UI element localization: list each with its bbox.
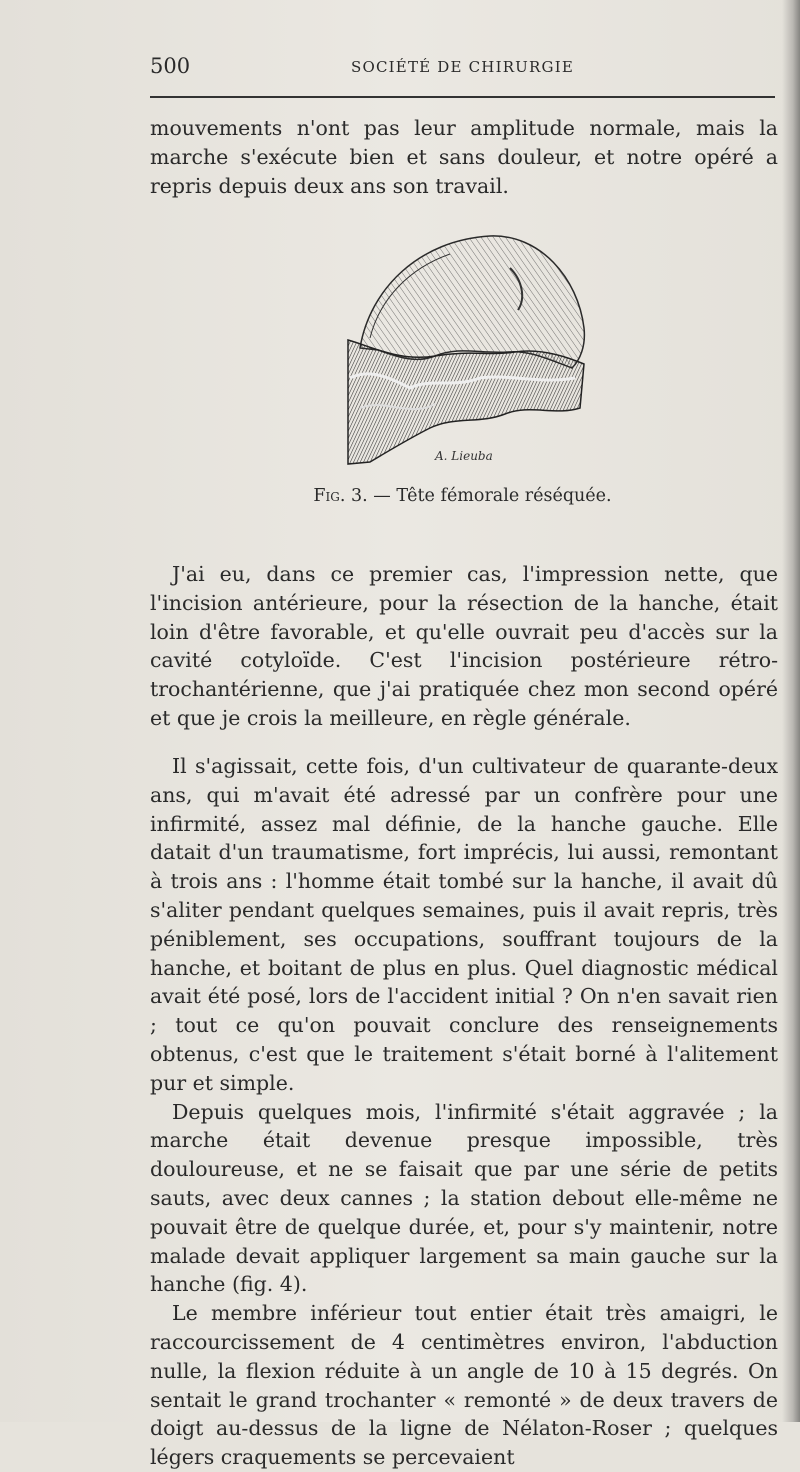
body-text xyxy=(150,560,778,733)
header-rule xyxy=(150,96,775,98)
running-header xyxy=(150,54,775,82)
body-text-continued xyxy=(150,752,778,1472)
femoral-head-illustration xyxy=(340,228,592,474)
figure-femoral-head xyxy=(340,228,592,474)
paragraph-3: Il s'agissait, cette fois, d'un cultivateur de quarante-deux ans, qui m'avait été adressé par un confrère pour une infirmité, assez mal définie, de la hanche gauche. Elle datait d'un traumatisme, fort imprécis, lui aussi, remontant à trois ans : l'homme était tombé sur la hanche, il avait dû s'aliter pendant quelques semaines, puis il avait repris, très péniblement, ses occupations, souffrant toujours de la hanche, et boitant de plus en plus. Quel diagnostic médical avait été posé, lors de l'accident initial ? On n'en savait rien ; tout ce qu'on pouvait conclure des renseignements obtenus, c'est que le traitement s'était borné à l'alitement pur et simple. xyxy=(150,754,778,1095)
figure-label: Fig. 3. xyxy=(313,486,368,506)
illustrator-signature: A. Lieuba xyxy=(435,449,493,463)
paragraph-5: Le membre inférieur tout entier était très amaigri, le raccourcissement de 4 centimètres environ, l'abduction nulle, la flexion réduite à un angle de 10 à 15 degrés. On sentait le grand trochanter « remonté » de deux travers de doigt au-dessus de la ligne de Nélaton-Roser ; quelques légers craquements se percevaient xyxy=(150,1301,778,1470)
running-title: SOCIÉTÉ DE CHIRURGIE xyxy=(351,58,574,76)
paragraph-continued xyxy=(150,114,778,200)
figure-caption-text: — Tête fémorale réséquée. xyxy=(373,486,612,506)
page-edge-shadow xyxy=(782,0,800,1422)
paragraph-4: Depuis quelques mois, l'infirmité s'était aggravée ; la marche était devenue presque impossible, très douloureuse, et ne se faisait que par une série de petits sauts, avec deux cannes ; la station debout elle-même ne pouvait être de quelque durée, et, pour s'y maintenir, notre malade devait appliquer largement sa main gauche sur la hanche (fig. 4). xyxy=(150,1099,778,1297)
paragraph-1: mouvements n'ont pas leur amplitude normale, mais la marche s'exécute bien et sans douleur, et notre opéré a repris depuis deux ans son travail. xyxy=(150,116,778,198)
page-number: 500 xyxy=(150,54,191,78)
paragraph-2: J'ai eu, dans ce premier cas, l'impression nette, que l'incision antérieure, pour la résection de la hanche, était loin d'être favorable, et qu'elle ouvrait peu d'accès sur la cavité cotyloïde. C'est l'incision postérieure rétro-trochantérienne, que j'ai pratiquée chez mon second opéré et que je crois la meilleure, en règle générale. xyxy=(150,562,778,730)
figure-caption xyxy=(150,486,775,506)
